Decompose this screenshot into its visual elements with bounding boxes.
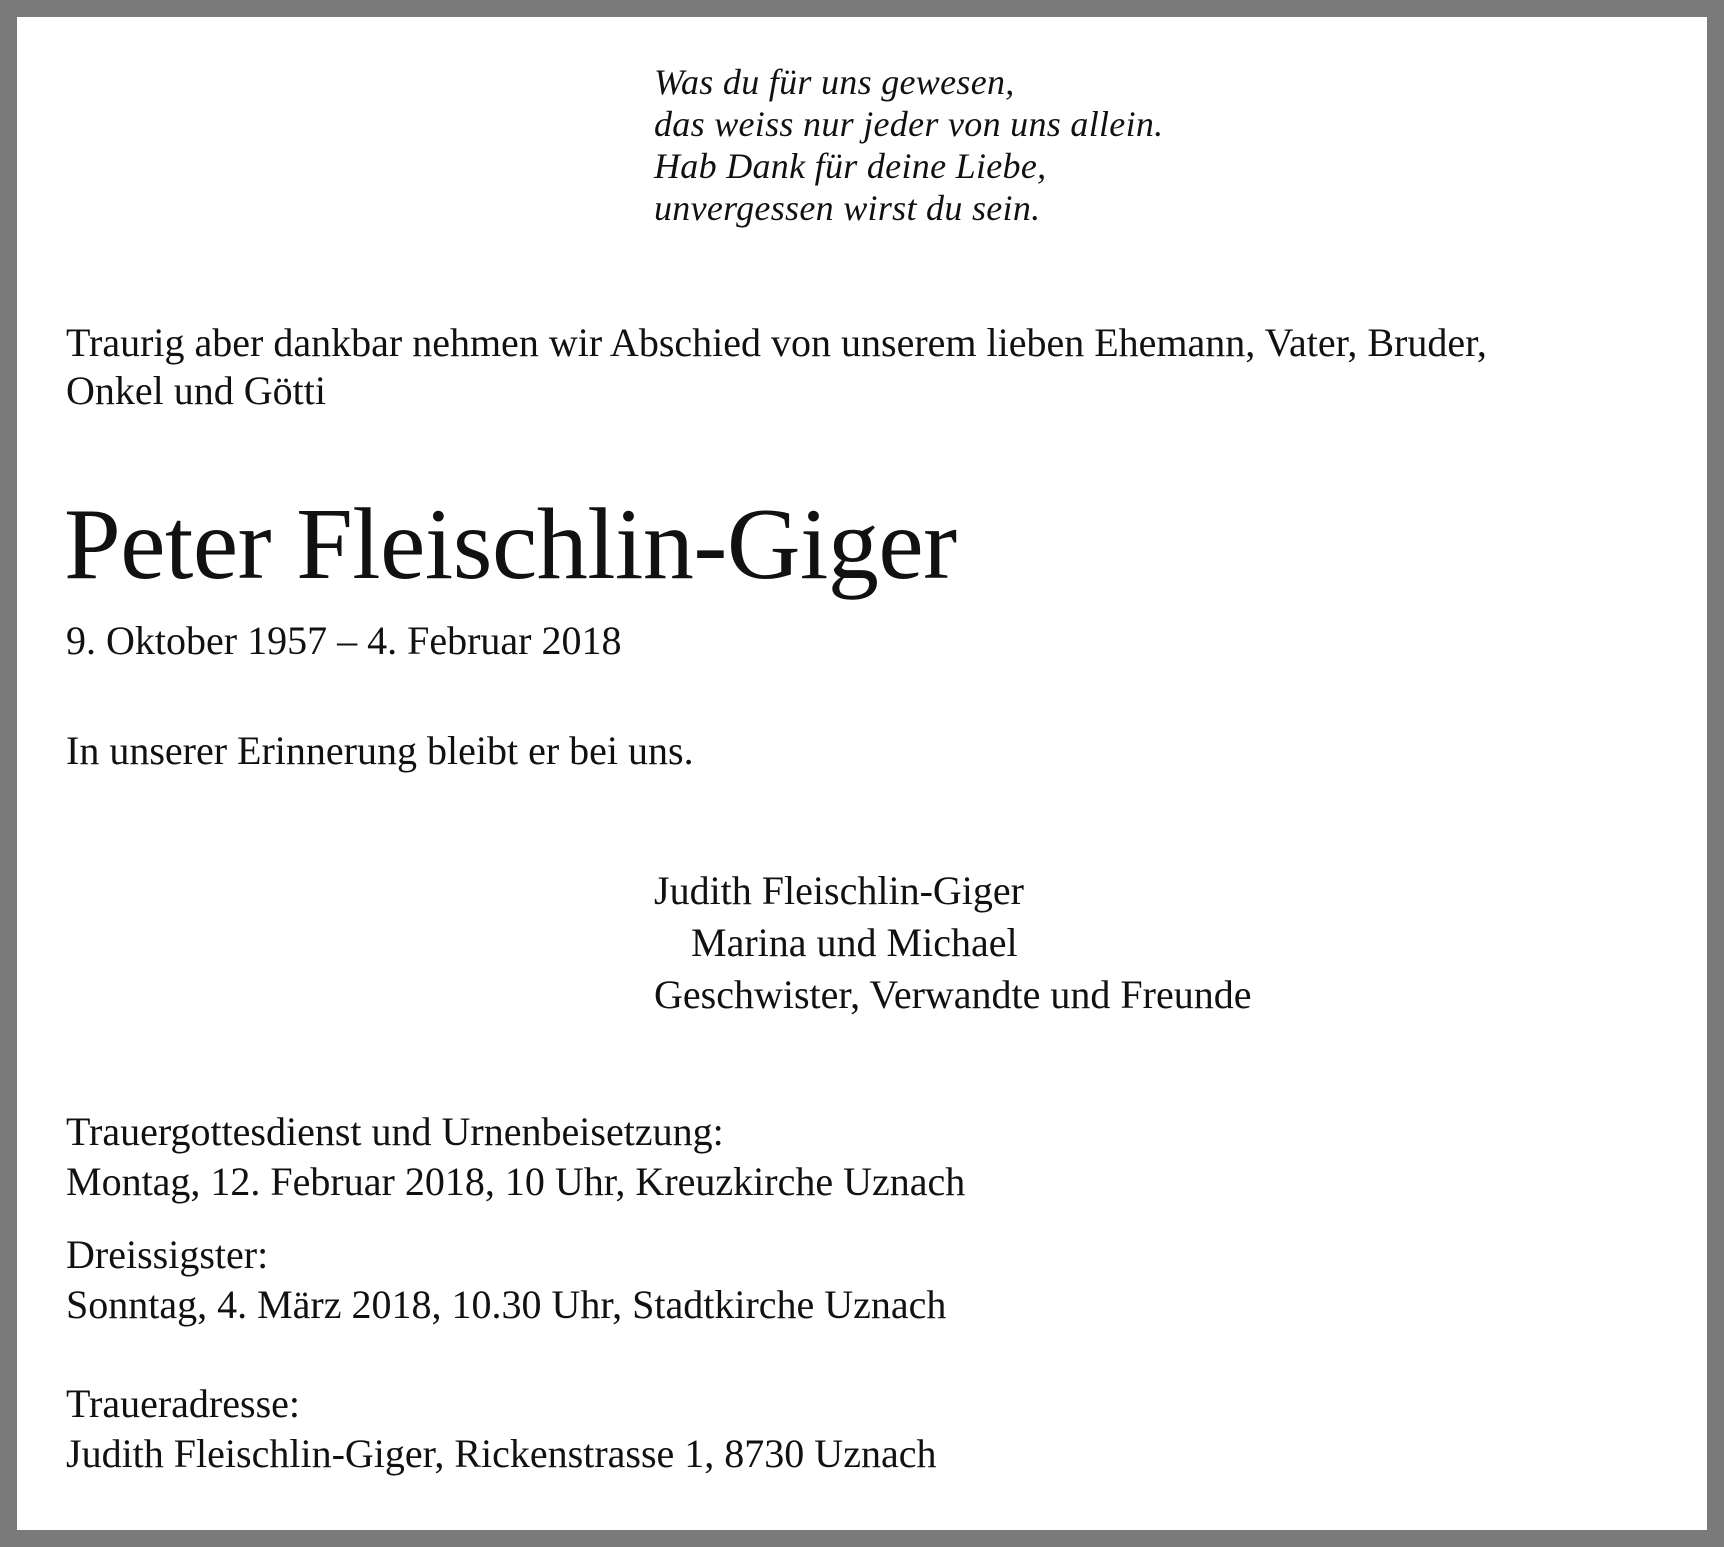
mourners-list xyxy=(654,865,1252,1021)
intro-line: Onkel und Götti xyxy=(66,368,326,413)
thirtieth-details: Sonntag, 4. März 2018, 10.30 Uhr, Stadtkirche Uznach xyxy=(66,1282,947,1327)
poem-line: das weiss nur jeder von uns allein. xyxy=(654,104,1164,144)
poem-line: Hab Dank für deine Liebe, xyxy=(654,146,1047,186)
mourning-address-info xyxy=(66,1379,936,1479)
mourner-name: Judith Fleischlin-Giger xyxy=(654,868,1024,913)
intro-line: Traurig aber dankbar nehmen wir Abschied von unserem lieben Ehemann, Vater, Bruder, xyxy=(66,320,1487,365)
deceased-name: Peter Fleischlin-Giger xyxy=(64,488,957,601)
service-heading: Trauergottesdienst und Urnenbeisetzung: xyxy=(66,1109,724,1154)
address-heading: Traueradresse: xyxy=(66,1381,301,1426)
funeral-service-info xyxy=(66,1107,965,1207)
thirtieth-heading: Dreissigster: xyxy=(66,1232,269,1277)
farewell-intro xyxy=(66,319,1686,415)
service-details: Montag, 12. Februar 2018, 10 Uhr, Kreuzkirche Uznach xyxy=(66,1159,966,1204)
poem-line: unvergessen wirst du sein. xyxy=(654,188,1041,228)
memorial-poem xyxy=(654,61,1163,229)
poem-line: Was du für uns gewesen, xyxy=(654,62,1015,102)
obituary-notice xyxy=(17,17,1707,1530)
life-dates: 9. Oktober 1957 – 4. Februar 2018 xyxy=(66,618,622,663)
thirtieth-day-mass-info xyxy=(66,1230,946,1330)
address-details: Judith Fleischlin-Giger, Rickenstrasse 1, 8730 Uznach xyxy=(66,1431,937,1476)
mourner-name: Marina und Michael xyxy=(691,920,1018,965)
mourner-name: Geschwister, Verwandte und Freunde xyxy=(654,972,1252,1017)
memory-text: In unserer Erinnerung bleibt er bei uns. xyxy=(66,728,694,773)
